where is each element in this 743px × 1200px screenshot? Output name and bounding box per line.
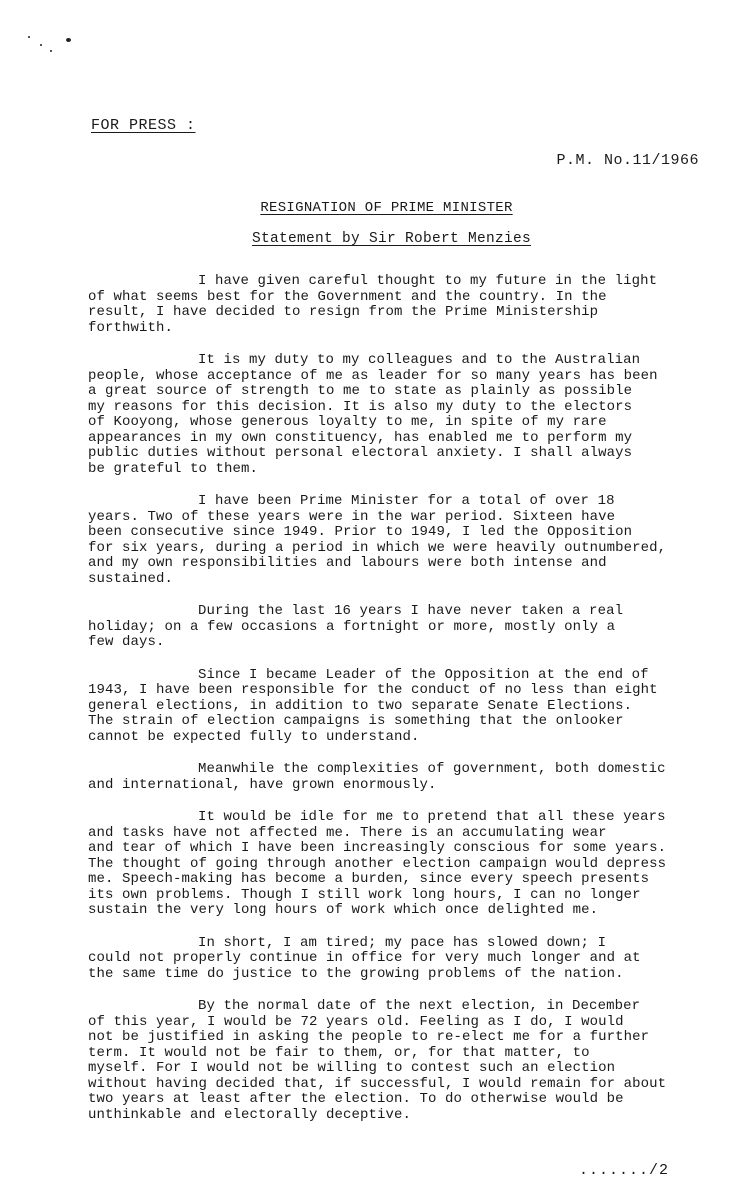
paragraph-line: It would be idle for me to pretend that all these years bbox=[198, 809, 666, 825]
paragraph-line: my reasons for this decision. It is also my duty to the electors bbox=[88, 398, 633, 415]
document-subtitle: Statement by Sir Robert Menzies bbox=[251, 231, 532, 247]
paragraph-line: The strain of election campaigns is something that the onlooker bbox=[88, 713, 624, 729]
paragraph-line: public duties without personal electoral anxiety. I shall always bbox=[88, 445, 633, 461]
document-title: RESIGNATION OF PRIME MINISTER bbox=[260, 200, 513, 216]
statement-paragraph bbox=[88, 353, 693, 477]
paragraph-line: In short, I am tired; my pace has slowed down; I bbox=[198, 934, 607, 951]
paragraph-line: people, whose acceptance of me as leader for so many years has been bbox=[88, 367, 658, 384]
page-continuation: ......./2 bbox=[578, 1162, 669, 1179]
paragraph-line: could not properly continue in office for very much longer and at bbox=[88, 950, 641, 966]
paragraph-line: It is my duty to my colleagues and to the Australian bbox=[198, 352, 641, 368]
statement-paragraph bbox=[88, 668, 693, 746]
statement-paragraph bbox=[88, 604, 693, 651]
paragraph-line: sustain the very long hours of work which once delighted me. bbox=[88, 902, 599, 918]
paragraph-line: me. Speech-making has become a burden, since every speech presents bbox=[88, 871, 650, 887]
scan-specks bbox=[28, 32, 88, 62]
for-press-label bbox=[91, 117, 196, 134]
paragraph-line: cannot be expected fully to understand. bbox=[88, 728, 420, 745]
paragraph-line: Meanwhile the complexities of government, both domestic bbox=[198, 761, 666, 777]
paragraph-line: its own problems. Though I still work long hours, I can no longer bbox=[88, 886, 641, 903]
paragraph-line: the same time do justice to the growing problems of the nation. bbox=[88, 965, 624, 982]
paragraph-line: and tear of which I have been increasingly conscious for some years. bbox=[88, 840, 667, 856]
paragraph-line: and tasks have not affected me. There is an accumulating wear bbox=[88, 824, 607, 841]
statement-paragraph bbox=[88, 999, 693, 1123]
statement-body bbox=[88, 274, 693, 1140]
statement-paragraph bbox=[88, 810, 693, 919]
paragraph-line: for six years, during a period in which we were heavily outnumbered, bbox=[88, 539, 667, 556]
paragraph-line: By the normal date of the next election, in December bbox=[198, 998, 641, 1014]
paragraph-line: two years at least after the election. To do otherwise would be bbox=[88, 1091, 624, 1107]
paragraph-line: 1943, I have been responsible for the conduct of no less than eight bbox=[88, 682, 658, 698]
paragraph-line: term. It would not be fair to them, or, for that matter, to bbox=[88, 1044, 590, 1061]
paragraph-line: and my own responsibilities and labours were both intense and bbox=[88, 555, 607, 571]
paragraph-line: and international, have grown enormously. bbox=[88, 776, 437, 793]
paragraph-line: of Kooyong, whose generous loyalty to me, in spite of my rare bbox=[88, 414, 607, 430]
paragraph-line: unthinkable and electorally deceptive. bbox=[88, 1106, 412, 1123]
paragraph-line: not be justified in asking the people to re-elect me for a further bbox=[88, 1029, 650, 1045]
paragraph-line: appearances in my own constituency, has enabled me to perform my bbox=[88, 429, 633, 446]
paragraph-line: I have been Prime Minister for a total of over 18 bbox=[198, 493, 615, 509]
paragraph-line: years. Two of these years were in the war period. Sixteen have bbox=[88, 508, 616, 525]
paragraph-line: few days. bbox=[88, 634, 165, 650]
paragraph-line: The thought of going through another election campaign would depress bbox=[88, 855, 667, 872]
paragraph-line: be grateful to them. bbox=[88, 460, 259, 477]
paragraph-line: of what seems best for the Government and the country. In the bbox=[88, 288, 607, 305]
for-press-text: FOR PRESS : bbox=[91, 117, 196, 134]
paragraph-line: a great source of strength to me to state as plainly as possible bbox=[88, 383, 633, 399]
paragraph-line: During the last 16 years I have never taken a real bbox=[198, 603, 624, 619]
statement-paragraph bbox=[88, 494, 693, 587]
paragraph-line: forthwith. bbox=[88, 319, 174, 336]
paragraph-line: been consecutive since 1949. Prior to 1949, I led the Opposition bbox=[88, 524, 633, 540]
statement-paragraph bbox=[88, 936, 693, 983]
statement-paragraph bbox=[88, 274, 693, 336]
statement-paragraph bbox=[88, 762, 693, 793]
paragraph-line: without having decided that, if successful, I would remain for about bbox=[88, 1075, 667, 1092]
paragraph-line: result, I have decided to resign from the Prime Ministership bbox=[88, 304, 599, 320]
paragraph-line: general elections, in addition to two separate Senate Elections. bbox=[88, 697, 633, 714]
paragraph-line: Since I became Leader of the Opposition at the end of bbox=[198, 666, 649, 683]
press-release-number: P.M. No.11/1966 bbox=[556, 152, 699, 169]
paragraph-line: holiday; on a few occasions a fortnight or more, mostly only a bbox=[88, 618, 616, 635]
paragraph-line: myself. For I would not be willing to contest such an election bbox=[88, 1060, 616, 1076]
paragraph-line: I have given careful thought to my future in the light bbox=[198, 273, 658, 289]
paragraph-line: of this year, I would be 72 years old. Feeling as I do, I would bbox=[88, 1013, 624, 1030]
paragraph-line: sustained. bbox=[88, 570, 174, 587]
